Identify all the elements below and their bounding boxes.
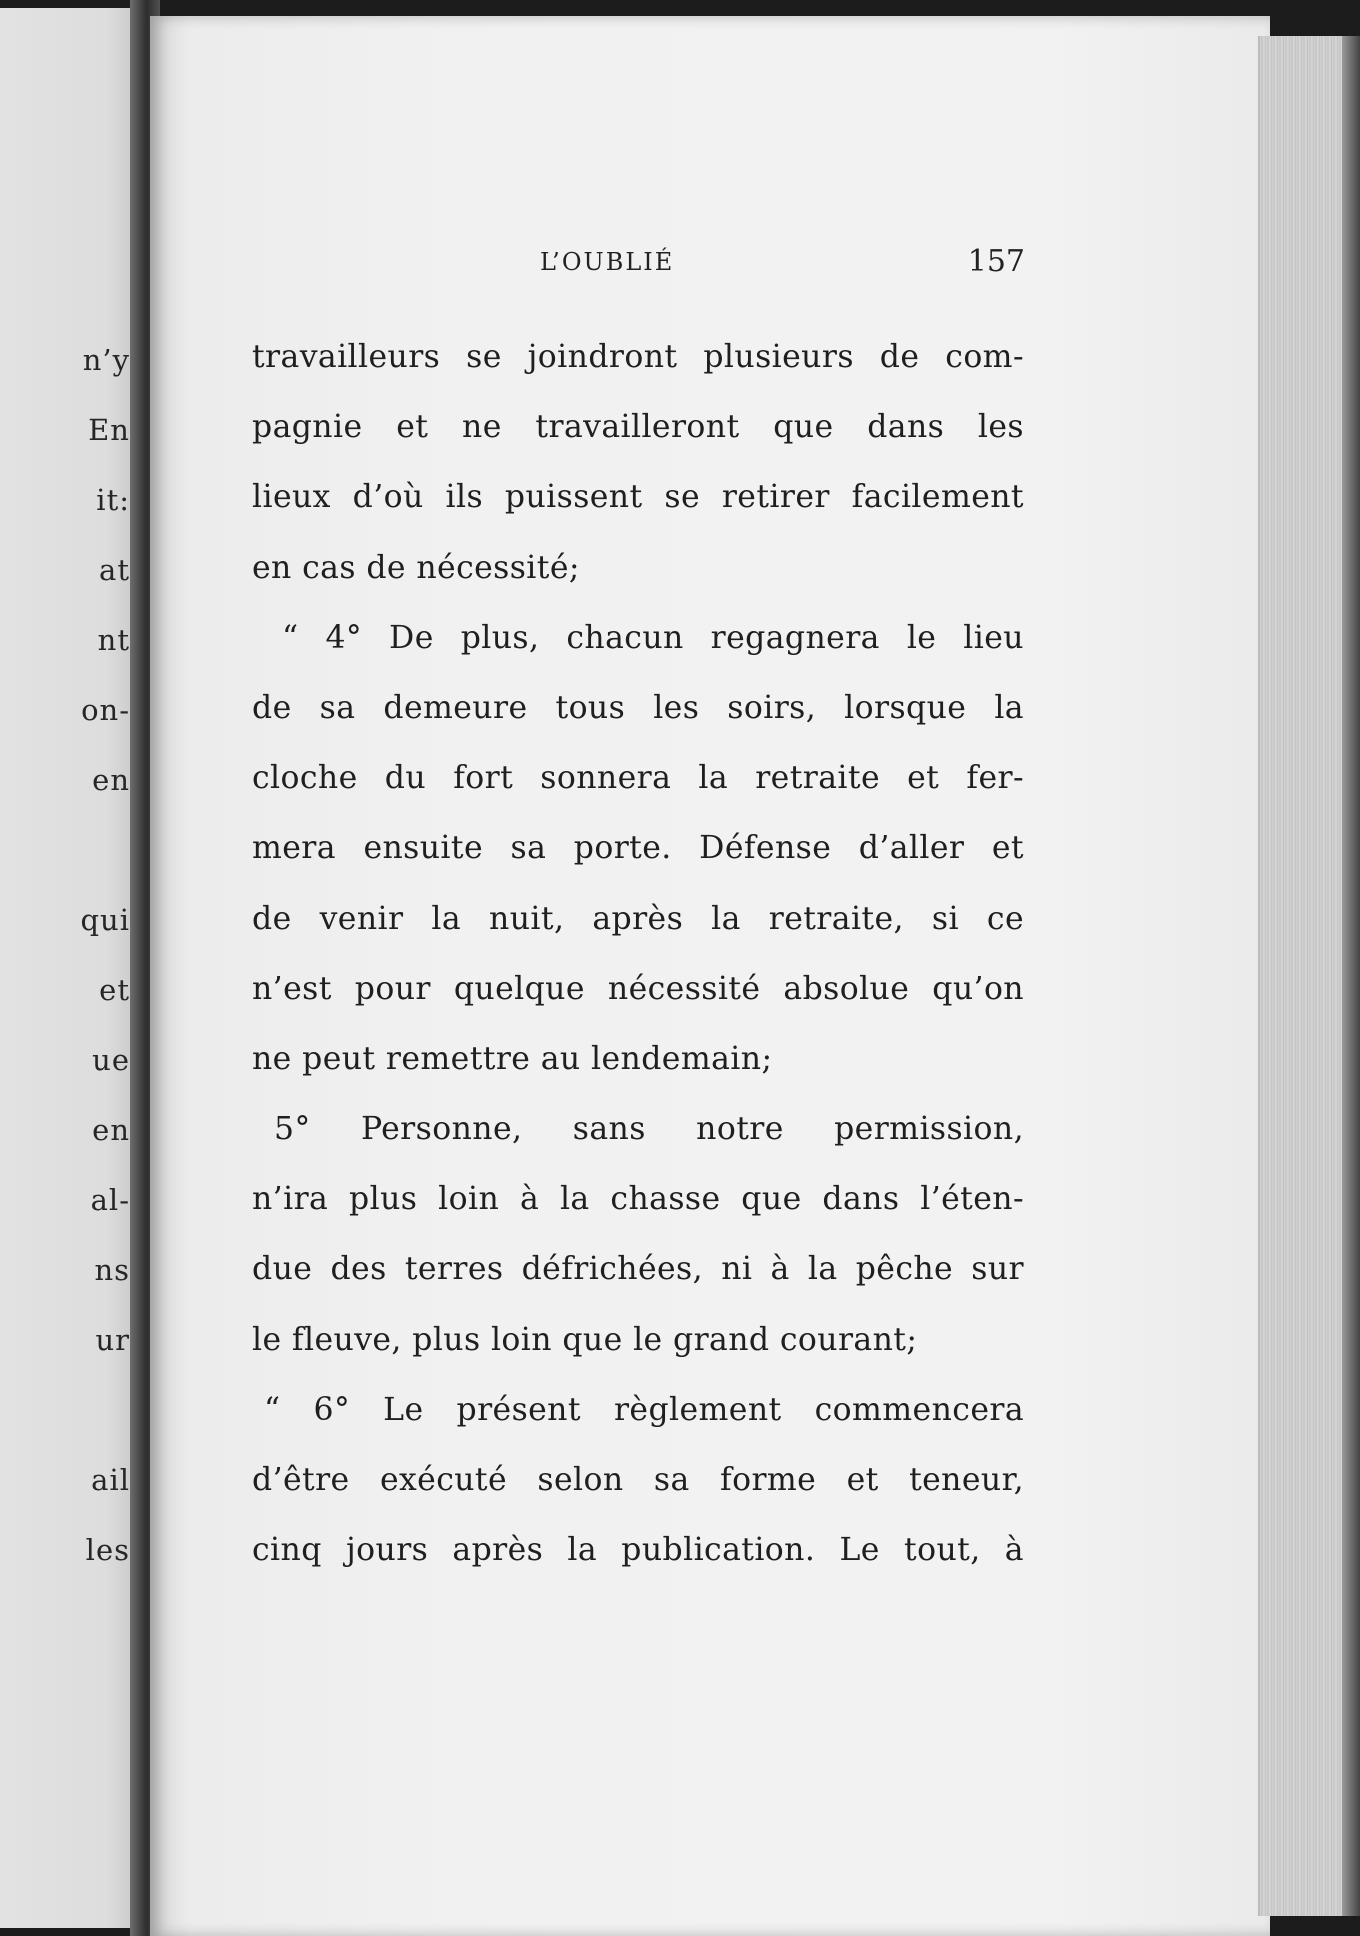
previous-page-fragment: al-	[90, 1183, 130, 1217]
previous-page-fragment: les	[85, 1533, 130, 1567]
text-line: mera ensuite sa porte. Défense d’aller et	[252, 830, 1024, 867]
previous-page-fragment: n’y	[82, 343, 130, 377]
text-line: de sa demeure tous les soirs, lorsque la	[252, 689, 1024, 726]
text-line: n’est pour quelque nécessité absolue qu’on	[252, 970, 1024, 1007]
previous-page-fragment: qui	[80, 903, 130, 937]
text-line: “ 6° Le présent règlement commencera	[264, 1391, 1024, 1428]
page-edges	[1258, 36, 1360, 1916]
text-line: due des terres défrichées, ni à la pêche sur	[252, 1251, 1024, 1288]
text-line: d’être exécuté selon sa forme et teneur,	[252, 1462, 1024, 1498]
previous-page-fragment: ur	[95, 1323, 130, 1357]
text-line: travailleurs se joindront plusieurs de com-	[252, 339, 1024, 375]
previous-page-fragment: nt	[97, 623, 130, 657]
page-number: 157	[967, 244, 1025, 279]
text-line: cloche du fort sonnera la retraite et fer-	[252, 760, 1024, 797]
body-text	[252, 322, 1024, 1585]
text-line: cinq jours après la publication. Le tout, à	[252, 1532, 1024, 1569]
previous-page-fragment: ail	[91, 1463, 130, 1497]
previous-page-fragment: en	[92, 763, 130, 797]
text-line: en cas de nécessité;	[252, 549, 580, 586]
previous-page-fragment: it:	[96, 483, 130, 517]
previous-page-fragment: en	[92, 1113, 130, 1147]
running-head	[255, 244, 1025, 288]
text-line: pagnie et ne travailleront que dans les	[252, 409, 1024, 446]
text-line: ne peut remettre au lendemain;	[252, 1040, 773, 1077]
previous-page-fragment: ue	[92, 1043, 130, 1077]
previous-page-fragment: et	[99, 973, 130, 1007]
previous-page-fragment: En	[88, 413, 130, 447]
text-line: le fleuve, plus loin que le grand courant;	[252, 1321, 918, 1358]
previous-page-fragment: on-	[81, 693, 130, 727]
text-line: “ 4° De plus, chacun regagnera le lieu	[282, 619, 1024, 656]
text-line: lieux d’où ils puissent se retirer facilement	[252, 479, 1024, 516]
running-title: L’OUBLIÉ	[540, 248, 675, 276]
text-line: 5° Personne, sans notre permission,	[274, 1111, 1024, 1148]
text-line: n’ira plus loin à la chasse que dans l’éten-	[252, 1181, 1024, 1218]
previous-page-fragment: at	[99, 553, 130, 587]
text-line: de venir la nuit, après la retraite, si ce	[252, 900, 1024, 937]
previous-page-fragment: ns	[94, 1253, 130, 1287]
